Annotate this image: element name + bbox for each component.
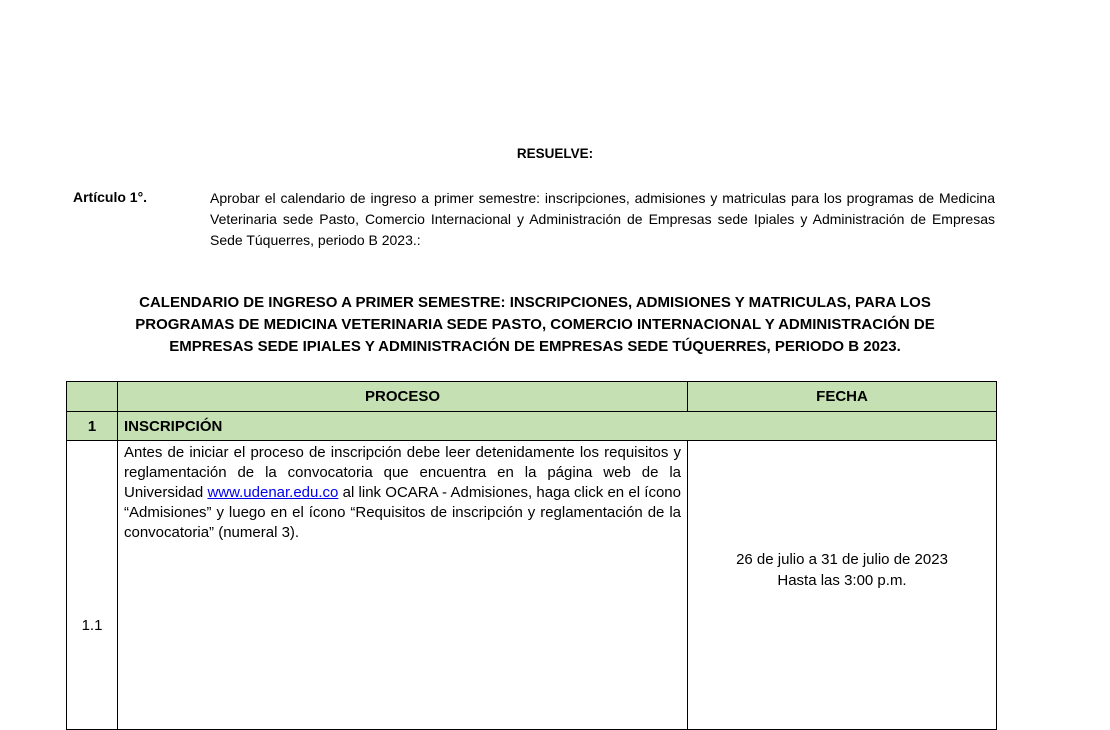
calendar-table bbox=[66, 381, 997, 730]
calendar-heading: CALENDARIO DE INGRESO A PRIMER SEMESTRE: INSCRIPCIONES, ADMISIONES Y MATRICULAS, PARA LOS PROGRAMAS DE MEDICINA VETERINARIA SEDE PASTO, COMERCIO INTERNACIONAL Y ADMINISTRACIÓN DE EMPRESAS SEDE IPIALES Y ADMINISTRACIÓN DE EMPRESAS SEDE TÚQUERRES, PERIODO B 2023. bbox=[135, 294, 935, 355]
section-number: 1 bbox=[67, 412, 118, 441]
header-proceso-cell: PROCESO bbox=[118, 382, 688, 412]
date-range: 26 de julio a 31 de julio de 2023 bbox=[736, 551, 948, 568]
table-header-row bbox=[67, 382, 997, 412]
articulo-label: Artículo 1°. bbox=[73, 189, 148, 205]
section-title: INSCRIPCIÓN bbox=[118, 412, 997, 441]
table-row bbox=[67, 441, 997, 730]
description-text-start: Antes de iniciar el proceso de inscripción debe leer detenidamente los requisitos y reglamentación de la convocatoria que encuentra en la página web de la Universidad bbox=[124, 444, 681, 501]
resuelve-heading: RESUELVE: bbox=[516, 146, 594, 161]
udenar-link[interactable]: www.udenar.edu.co bbox=[207, 484, 339, 501]
description-text-end: al link OCARA - Admisiones, haga click en el ícono “Admisiones” y luego en el ícono “Requisitos de inscripción y reglamentación de la convocatoria” (numeral 3). bbox=[124, 484, 681, 541]
row-date bbox=[688, 441, 997, 730]
date-deadline: Hasta las 3:00 p.m. bbox=[777, 572, 907, 589]
row-number: 1.1 bbox=[67, 441, 118, 730]
row-description bbox=[118, 441, 688, 730]
header-num-cell bbox=[67, 382, 118, 412]
articulo-text: Aprobar el calendario de ingreso a primer semestre: inscripciones, admisiones y matriculas para los programas de Medicina Veterinaria sede Pasto, Comercio Internacional y Administración de Empresas sede Ipiales y Administración de Empresas Sede Túquerres, periodo B 2023.: bbox=[210, 190, 995, 248]
header-fecha-cell: FECHA bbox=[688, 382, 997, 412]
section-row bbox=[67, 412, 997, 441]
